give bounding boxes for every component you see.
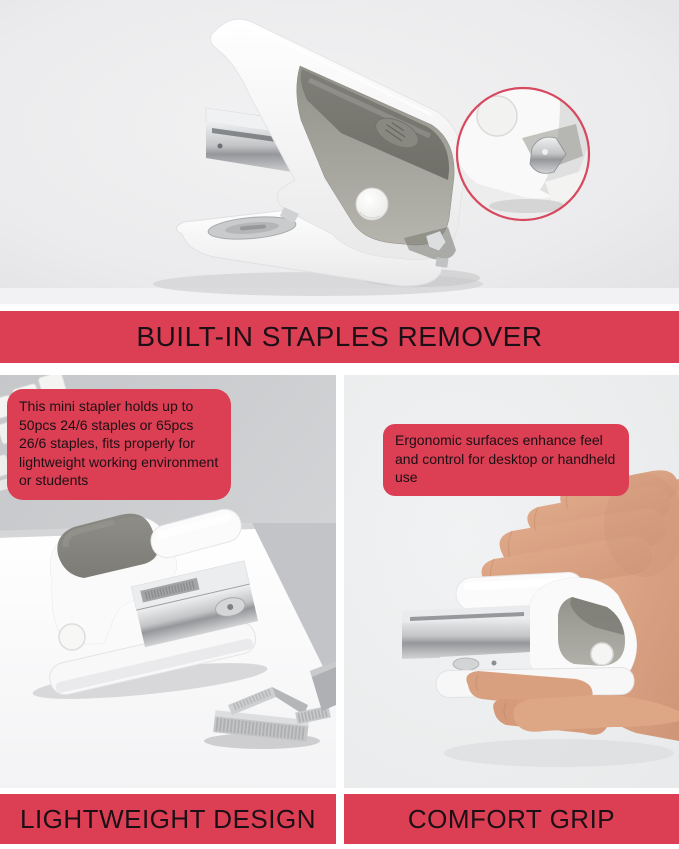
feature-banner-lightweight xyxy=(0,794,336,844)
ergonomics-note xyxy=(383,424,629,496)
feature-banner-comfort xyxy=(344,794,679,844)
feature-banner-comfort-label: COMFORT GRIP xyxy=(407,803,616,834)
hero-stapler-photo xyxy=(0,0,679,304)
press-button xyxy=(356,188,388,220)
ergonomics-note-text: Ergonomic surfaces enhance feel and control for desktop or handheld use xyxy=(395,432,616,485)
feature-banner-staples-remover xyxy=(0,311,679,363)
press-button-left xyxy=(59,624,85,650)
feature-banner-lightweight-label: LIGHTWEIGHT DESIGN xyxy=(20,803,316,834)
capacity-note-text: This mini stapler holds up to 50pcs 24/6 staples or 65pcs 26/6 staples, fits properly for lightweight working environment or students xyxy=(19,398,219,488)
stapler-open-photo xyxy=(31,506,268,707)
capacity-note xyxy=(7,389,231,500)
press-button-right xyxy=(591,643,613,665)
feature-banner-staples-remover-label: BUILT-IN STAPLES REMOVER xyxy=(136,321,543,352)
hero-photo-section xyxy=(0,0,679,304)
bottom-banners xyxy=(0,794,679,844)
